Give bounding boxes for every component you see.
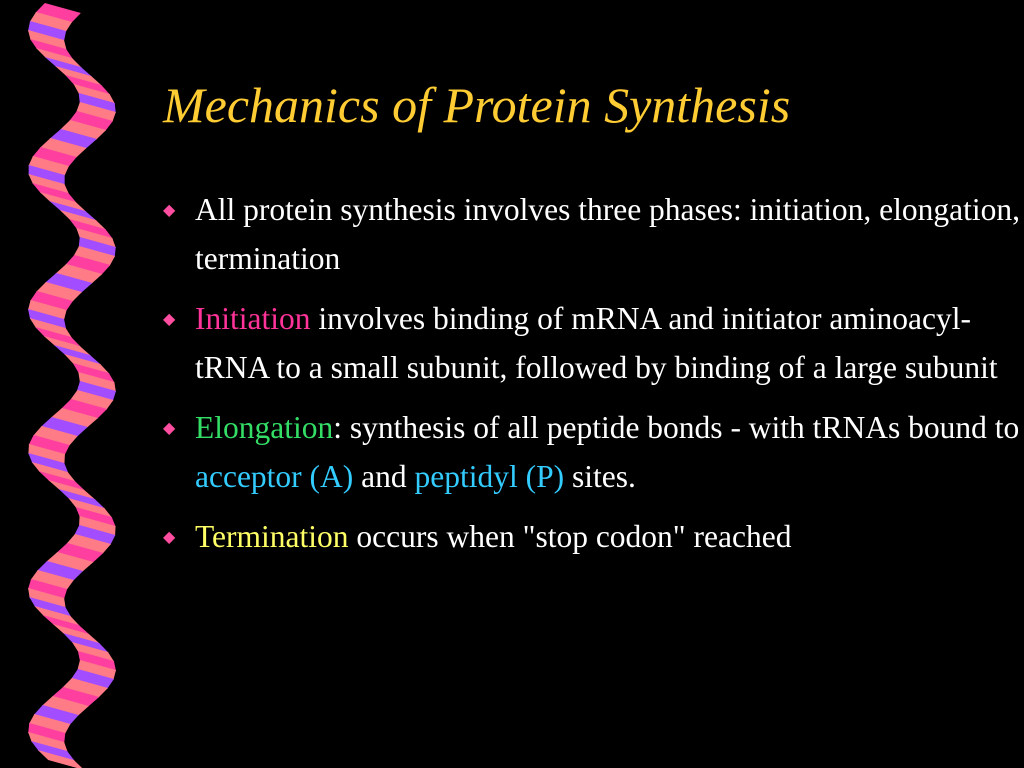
bullet-text: occurs when "stop codon" reached xyxy=(348,519,792,554)
bullet-text: All protein synthesis involves three phases: initiation, elongation, termination xyxy=(195,192,1020,276)
acceptor-site-term: acceptor (A) xyxy=(195,458,354,494)
elongation-term: Elongation xyxy=(195,410,334,445)
dna-helix-ribbon-icon xyxy=(0,0,140,768)
peptidyl-site-term: peptidyl (P) xyxy=(414,458,565,494)
initiation-term: Initiation xyxy=(195,301,311,336)
bullet-phases xyxy=(163,186,1023,283)
diamond-bullet-icon: ◆ xyxy=(163,200,176,219)
bullet-text: : synthesis of all peptide bonds - with tRNAs bound to xyxy=(333,410,1020,445)
bullet-text: and xyxy=(353,458,415,494)
bullet-elongation xyxy=(163,404,1023,501)
bullet-text: involves binding of mRNA and initiator aminoacyl-tRNA to a small subunit, followed by binding of a large subunit xyxy=(195,301,998,385)
diamond-bullet-icon: ◆ xyxy=(163,527,176,546)
bullet-termination xyxy=(163,513,1023,562)
bullet-initiation xyxy=(163,295,1023,392)
bullet-list xyxy=(163,186,1023,574)
diamond-bullet-icon: ◆ xyxy=(163,309,176,328)
bullet-text: sites. xyxy=(564,458,636,494)
termination-term: Termination xyxy=(195,519,349,554)
slide-title: Mechanics of Protein Synthesis xyxy=(163,77,791,133)
diamond-bullet-icon: ◆ xyxy=(163,418,176,437)
